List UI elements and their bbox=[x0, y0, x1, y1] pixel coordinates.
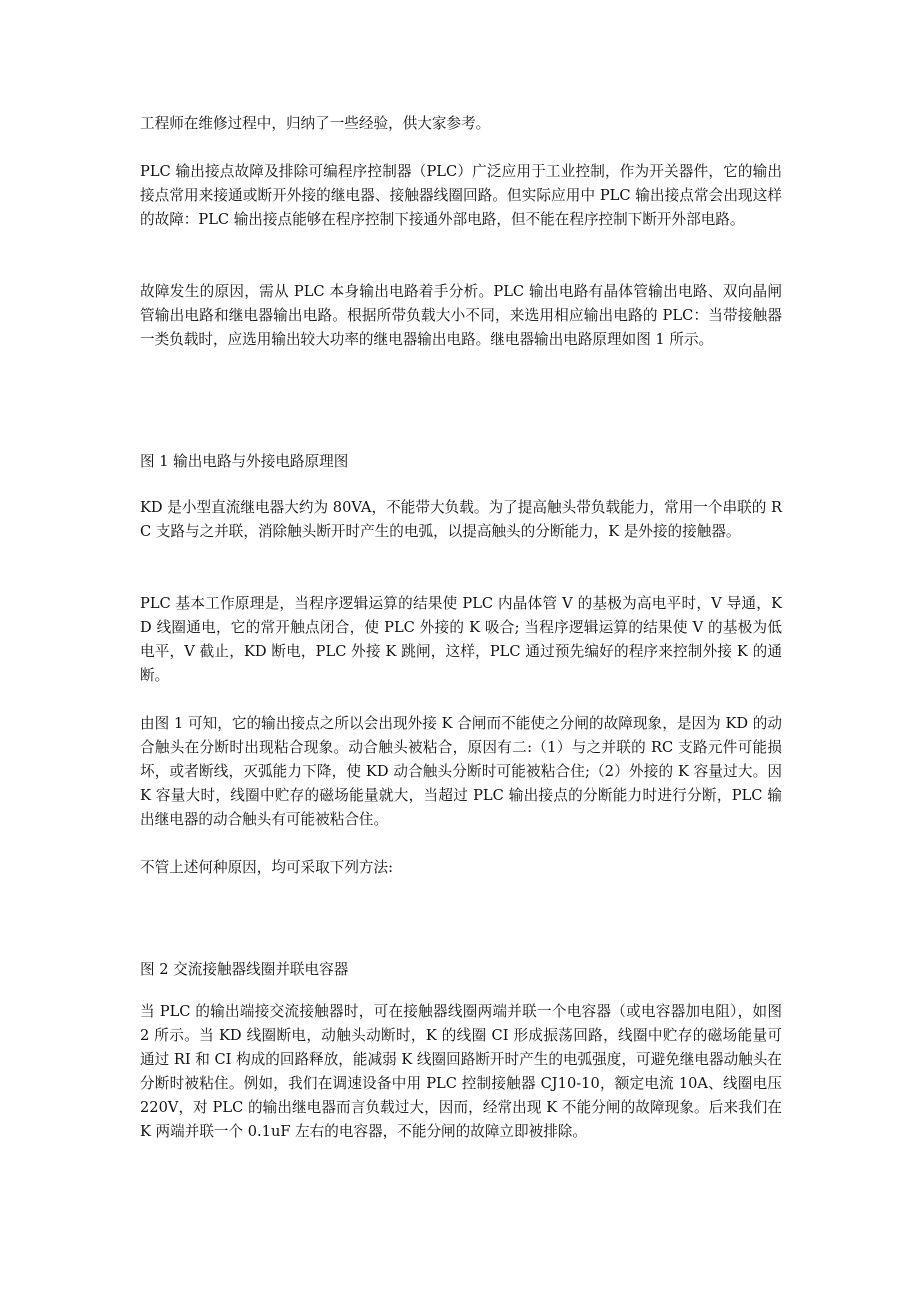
body-paragraph: KD 是小型直流继电器大约为 80VA，不能带大负载。为了提高触头带负载能力，常用一个串联的 RC 支路与之并联，消除触头断开时产生的电弧，以提高触头的分断能力，K 是外接的接触器。 bbox=[140, 499, 782, 540]
body-paragraph: PLC 输出接点故障及排除可编程序控制器（PLC）广泛应用于工业控制，作为开关器件，它的输出接点常用来接通或断开外接的继电器、接触器线圈回路。但实际应用中 PLC 输出接点常会出现这样的故障：PLC 输出接点能够在程序控制下接通外部电路，但不能在程序控制下断开外部电路。 bbox=[140, 163, 782, 228]
body-paragraph: 不管上述何种原因，均可采取下列方法: bbox=[140, 859, 394, 876]
intro-paragraph: 工程师在维修过程中，归纳了一些经验，供大家参考。 bbox=[140, 115, 491, 132]
body-paragraph: 由图 1 可知，它的输出接点之所以会出现外接 K 合闸而不能使之分闸的故障现象，是因为 KD 的动合触头在分断时出现粘合现象。动合触头被粘合，原因有二:（1）与之并联的 RC 支路元件可能损坏，或者断线，灭弧能力下降，使 KD 动合触头分断时可能被粘合住;（2）外接的 K 容量过大。因 K 容量大时，线圈中贮存的磁场能量就大，当超过 PLC 输出接点的分断能力时进行分断，PLC 输出继电器的动合触头有可能被粘合住。 bbox=[140, 715, 782, 828]
figure-2-caption: 图 2 交流接触器线圈并联电容器 bbox=[140, 961, 349, 978]
body-paragraph: PLC 基本工作原理是，当程序逻辑运算的结果使 PLC 内晶体管 V 的基极为高电平时，V 导通，KD 线圈通电，它的常开触点闭合，使 PLC 外接的 K 吸合; 当程序逻辑运算的结果使 V 的基极为低电平，V 截止，KD 断电，PLC 外接 K 跳闸，这样，PLC 通过预先编好的程序来控制外接 K 的通断。 bbox=[140, 595, 782, 684]
figure-1-caption: 图 1 输出电路与外接电路原理图 bbox=[140, 453, 349, 470]
figure-1-placeholder bbox=[140, 378, 782, 442]
body-paragraph: 当 PLC 的输出端接交流接触器时，可在接触器线圈两端并联一个电容器（或电容器加电阻），如图 2 所示。当 KD 线圈断电，动触头动断时，K 的线圈 CI 形成振荡回路，线圈中贮存的磁场能量可通过 RI 和 CI 构成的回路释放，能减弱 K 线圈回路断开时产生的电弧强度，可避免继电器动触头在分断时被粘住。例如，我们在调速设备中用 PLC 控制接触器 CJ10-10，额定电流 10A、线圈电压 220V，对 PLC 的输出继电器而言负载过大，因而，经常出现 K 不能分闸的故障现象。后来我们在 K 两端并联一个 0.1uF 左右的电容器，不能分闸的故障立即被排除。 bbox=[140, 1003, 782, 1140]
figure-2-placeholder bbox=[140, 886, 782, 950]
body-paragraph: 故障发生的原因，需从 PLC 本身输出电路着手分析。PLC 输出电路有晶体管输出电路、双向晶闸管输出电路和继电器输出电路。根据所带负载大小不同，来选用相应输出电路的 PLC：当带接触器一类负载时，应选用输出较大功率的继电器输出电路。继电器输出电路原理如图 1 所示。 bbox=[140, 283, 782, 348]
